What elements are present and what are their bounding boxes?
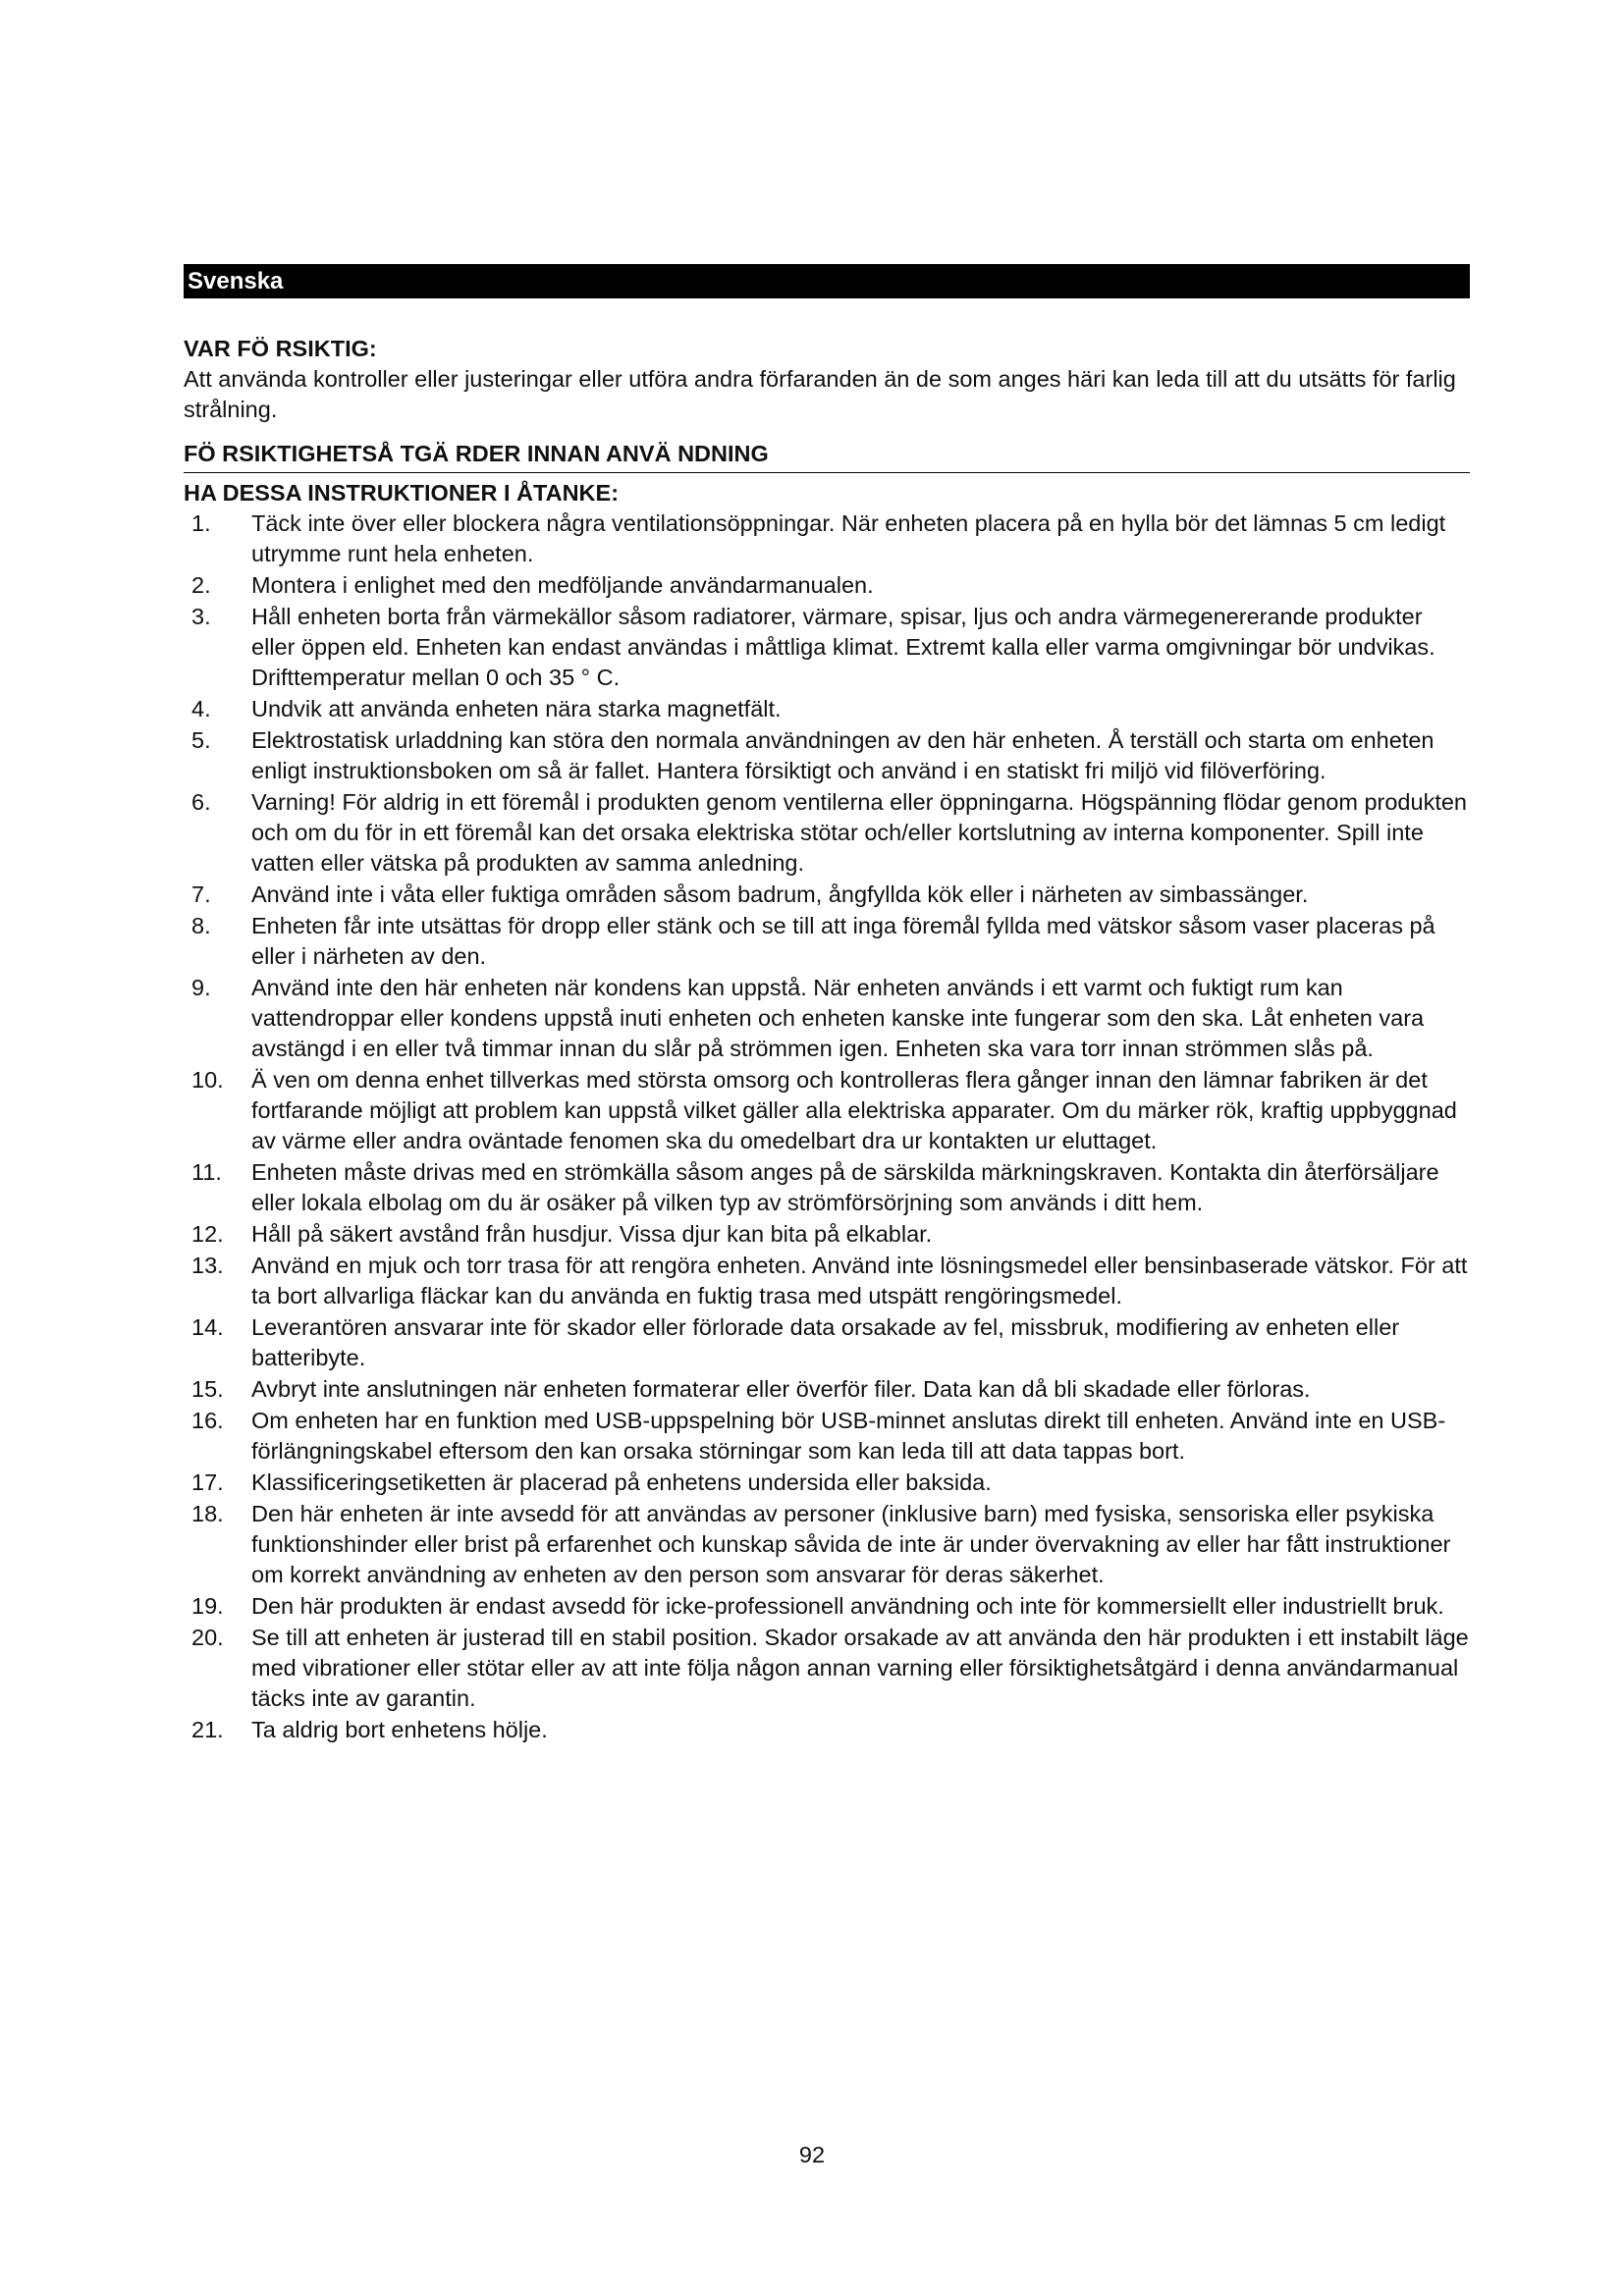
list-item-text: Täck inte över eller blockera några ventilationsöppningar. När enheten placera på en hylla bör det lämnas 5 cm ledigt utrymme runt hela enheten. bbox=[251, 510, 1446, 566]
list-item-text: Varning! För aldrig in ett föremål i produkten genom ventilerna eller öppningarna. Högspänning flödar genom produkten och om du för in ett föremål kan det orsaka elektriska stötar och/eller kortslutning av interna komponenter. Spill inte vatten eller vätska på produkten av samma anledning. bbox=[251, 789, 1467, 876]
list-item-text: Klassificeringsetiketten är placerad på enhetens undersida eller baksida. bbox=[251, 1469, 992, 1495]
list-item-number: 3. bbox=[191, 604, 211, 629]
list-item bbox=[184, 1219, 1470, 1250]
list-item bbox=[184, 1715, 1470, 1745]
list-item bbox=[184, 1312, 1470, 1373]
list-item bbox=[184, 911, 1470, 972]
page-number: 92 bbox=[798, 2142, 826, 2167]
list-item-text: Den här enheten är inte avsedd för att användas av personer (inklusive barn) med fysiska, sensoriska eller psykiska funktionshinder eller brist på erfarenhet och kunskap såvida de inte är under övervakning av eller har fått instruktioner om korrekt användning av enheten av den person som ansvarar för deras säkerhet. bbox=[251, 1501, 1451, 1587]
list-item-number: 14. bbox=[191, 1314, 224, 1340]
list-item-text: Elektrostatisk urladdning kan störa den normala användningen av den här enheten. Å terställ och starta om enheten enligt instruktionsboken om så är fallet. Hantera försiktigt och använd i en statiskt fri miljö vid filöverföring. bbox=[251, 727, 1435, 783]
list-item-number: 11. bbox=[191, 1159, 222, 1185]
list-item bbox=[184, 880, 1470, 910]
list-item bbox=[184, 1499, 1470, 1590]
list-item-number: 2. bbox=[191, 572, 211, 598]
list-item bbox=[184, 1065, 1470, 1156]
list-item-text: Håll enheten borta från värmekällor såsom radiatorer, värmare, spisar, ljus och andra värmegenererande produkter eller öppen eld. Enheten kan endast användas i måttliga klimat. Extremt kalla eller varma omgivningar bör undvikas. Drifttemperatur mellan 0 och 35 ° C. bbox=[251, 604, 1435, 690]
list-item-number: 9. bbox=[191, 975, 211, 1000]
list-item bbox=[184, 694, 1470, 724]
list-item-text: Den här produkten är endast avsedd för icke-professionell användning och inte för kommersiellt eller industriellt bruk. bbox=[251, 1593, 1444, 1619]
list-item-number: 15. bbox=[191, 1376, 224, 1402]
list-item-number: 7. bbox=[191, 881, 211, 907]
list-item-text: Montera i enlighet med den medföljande användarmanualen. bbox=[251, 572, 874, 598]
list-item-number: 12. bbox=[191, 1221, 224, 1247]
list-item-text: Ä ven om denna enhet tillverkas med största omsorg och kontrolleras flera gånger innan den lämnar fabriken är det fortfarande möjligt att problem kan uppstå vilket gäller alla elektriska apparater. Om du märker rök, kraftig uppbyggnad av värme eller andra oväntade fenomen ska du omedelbart dra ur kontakten ur eluttaget. bbox=[251, 1067, 1457, 1153]
language-label: Svenska bbox=[188, 268, 284, 294]
list-item-text: Om enheten har en funktion med USB-uppspelning bör USB-minnet anslutas direkt till enheten. Använd inte en USB-förlängningskabel eftersom den kan orsaka störningar som kan leda till att data tappas bort. bbox=[251, 1408, 1446, 1464]
list-item-number: 8. bbox=[191, 913, 211, 938]
list-item bbox=[184, 508, 1470, 569]
list-item-number: 5. bbox=[191, 727, 211, 753]
list-item bbox=[184, 1157, 1470, 1218]
warning-title: VAR FÖ RSIKTIG: bbox=[184, 336, 377, 361]
list-item-number: 4. bbox=[191, 696, 211, 721]
list-item-text: Enheten måste drivas med en strömkälla såsom anges på de särskilda märkningskraven. Kontakta din återförsäljare eller lokala elbolag om du är osäker på vilken typ av strömförsörjning som används i ditt hem. bbox=[251, 1159, 1439, 1215]
list-item bbox=[184, 787, 1470, 879]
list-item-text: Ta aldrig bort enhetens hölje. bbox=[251, 1717, 548, 1742]
warning-text: Att använda kontroller eller justeringar eller utföra andra förfaranden än de som anges häri kan leda till att du utsätts för farlig strålning. bbox=[184, 366, 1456, 422]
list-item-text: Undvik att använda enheten nära starka magnetfält. bbox=[251, 696, 782, 721]
list-item-number: 17. bbox=[191, 1469, 224, 1495]
list-item bbox=[184, 1623, 1470, 1714]
list-item-text: Se till att enheten är justerad till en stabil position. Skador orsakade av att använda den här produkten i ett instabilt läge med vibrationer eller stötar eller av att inte följa någon annan varning eller försiktighetsåtgärd i denna användarmanual täcks inte av garantin. bbox=[251, 1625, 1469, 1711]
section-divider bbox=[184, 472, 1470, 473]
list-item-text: Enheten får inte utsättas för dropp eller stänk och se till att inga föremål fyllda med vätskor såsom vaser placeras på eller i närheten av den. bbox=[251, 913, 1435, 969]
language-header-bar bbox=[184, 264, 1470, 298]
list-item bbox=[184, 1468, 1470, 1498]
list-item bbox=[184, 602, 1470, 693]
list-item-number: 13. bbox=[191, 1253, 224, 1278]
list-item-number: 16. bbox=[191, 1408, 224, 1433]
list-item-number: 1. bbox=[191, 510, 211, 536]
list-item-text: Använd inte i våta eller fuktiga områden såsom badrum, ångfyllda kök eller i närheten av simbassänger. bbox=[251, 881, 1309, 907]
list-item bbox=[184, 570, 1470, 601]
list-item-number: 10. bbox=[191, 1067, 224, 1093]
list-item-number: 21. bbox=[191, 1717, 224, 1742]
list-item-text: Använd en mjuk och torr trasa för att rengöra enheten. Använd inte lösningsmedel eller bensinbaserade vätskor. För att ta bort allvarliga fläckar kan du använda en fuktig trasa med utspätt rengöringsmedel. bbox=[251, 1253, 1468, 1308]
list-item-number: 6. bbox=[191, 789, 211, 815]
list-item bbox=[184, 1374, 1470, 1405]
list-item-text: Avbryt inte anslutningen när enheten formaterar eller överför filer. Data kan då bli skadade eller förloras. bbox=[251, 1376, 1311, 1402]
list-item bbox=[184, 1251, 1470, 1311]
page-content bbox=[184, 334, 1470, 1746]
list-item-text: Använd inte den här enheten när kondens kan uppstå. När enheten används i ett varmt och fuktigt rum kan vattendroppar eller kondens uppstå inuti enheten och enheten kanske inte fungerar som den ska. Låt enheten vara avstängd i en eller två timmar innan du slår på strömmen igen. Enheten ska vara torr innan strömmen slås på. bbox=[251, 975, 1425, 1061]
list-item-text: Leverantören ansvarar inte för skador eller förlorade data orsakade av fel, missbruk, modifiering av enheten eller batteribyte. bbox=[251, 1314, 1400, 1370]
list-item-number: 20. bbox=[191, 1625, 224, 1650]
list-item-text: Håll på säkert avstånd från husdjur. Vissa djur kan bita på elkablar. bbox=[251, 1221, 933, 1247]
list-item-number: 18. bbox=[191, 1501, 224, 1526]
precautions-title: FÖ RSIKTIGHETSÅ TGÄ RDER INNAN ANVÄ NDNING bbox=[184, 441, 769, 466]
list-item bbox=[184, 1406, 1470, 1467]
list-item bbox=[184, 725, 1470, 786]
list-item-number: 19. bbox=[191, 1593, 224, 1619]
list-item bbox=[184, 973, 1470, 1064]
list-item bbox=[184, 1591, 1470, 1622]
precautions-subtitle: HA DESSA INSTRUKTIONER I ÅTANKE: bbox=[184, 480, 620, 506]
precautions-list bbox=[184, 508, 1470, 1745]
